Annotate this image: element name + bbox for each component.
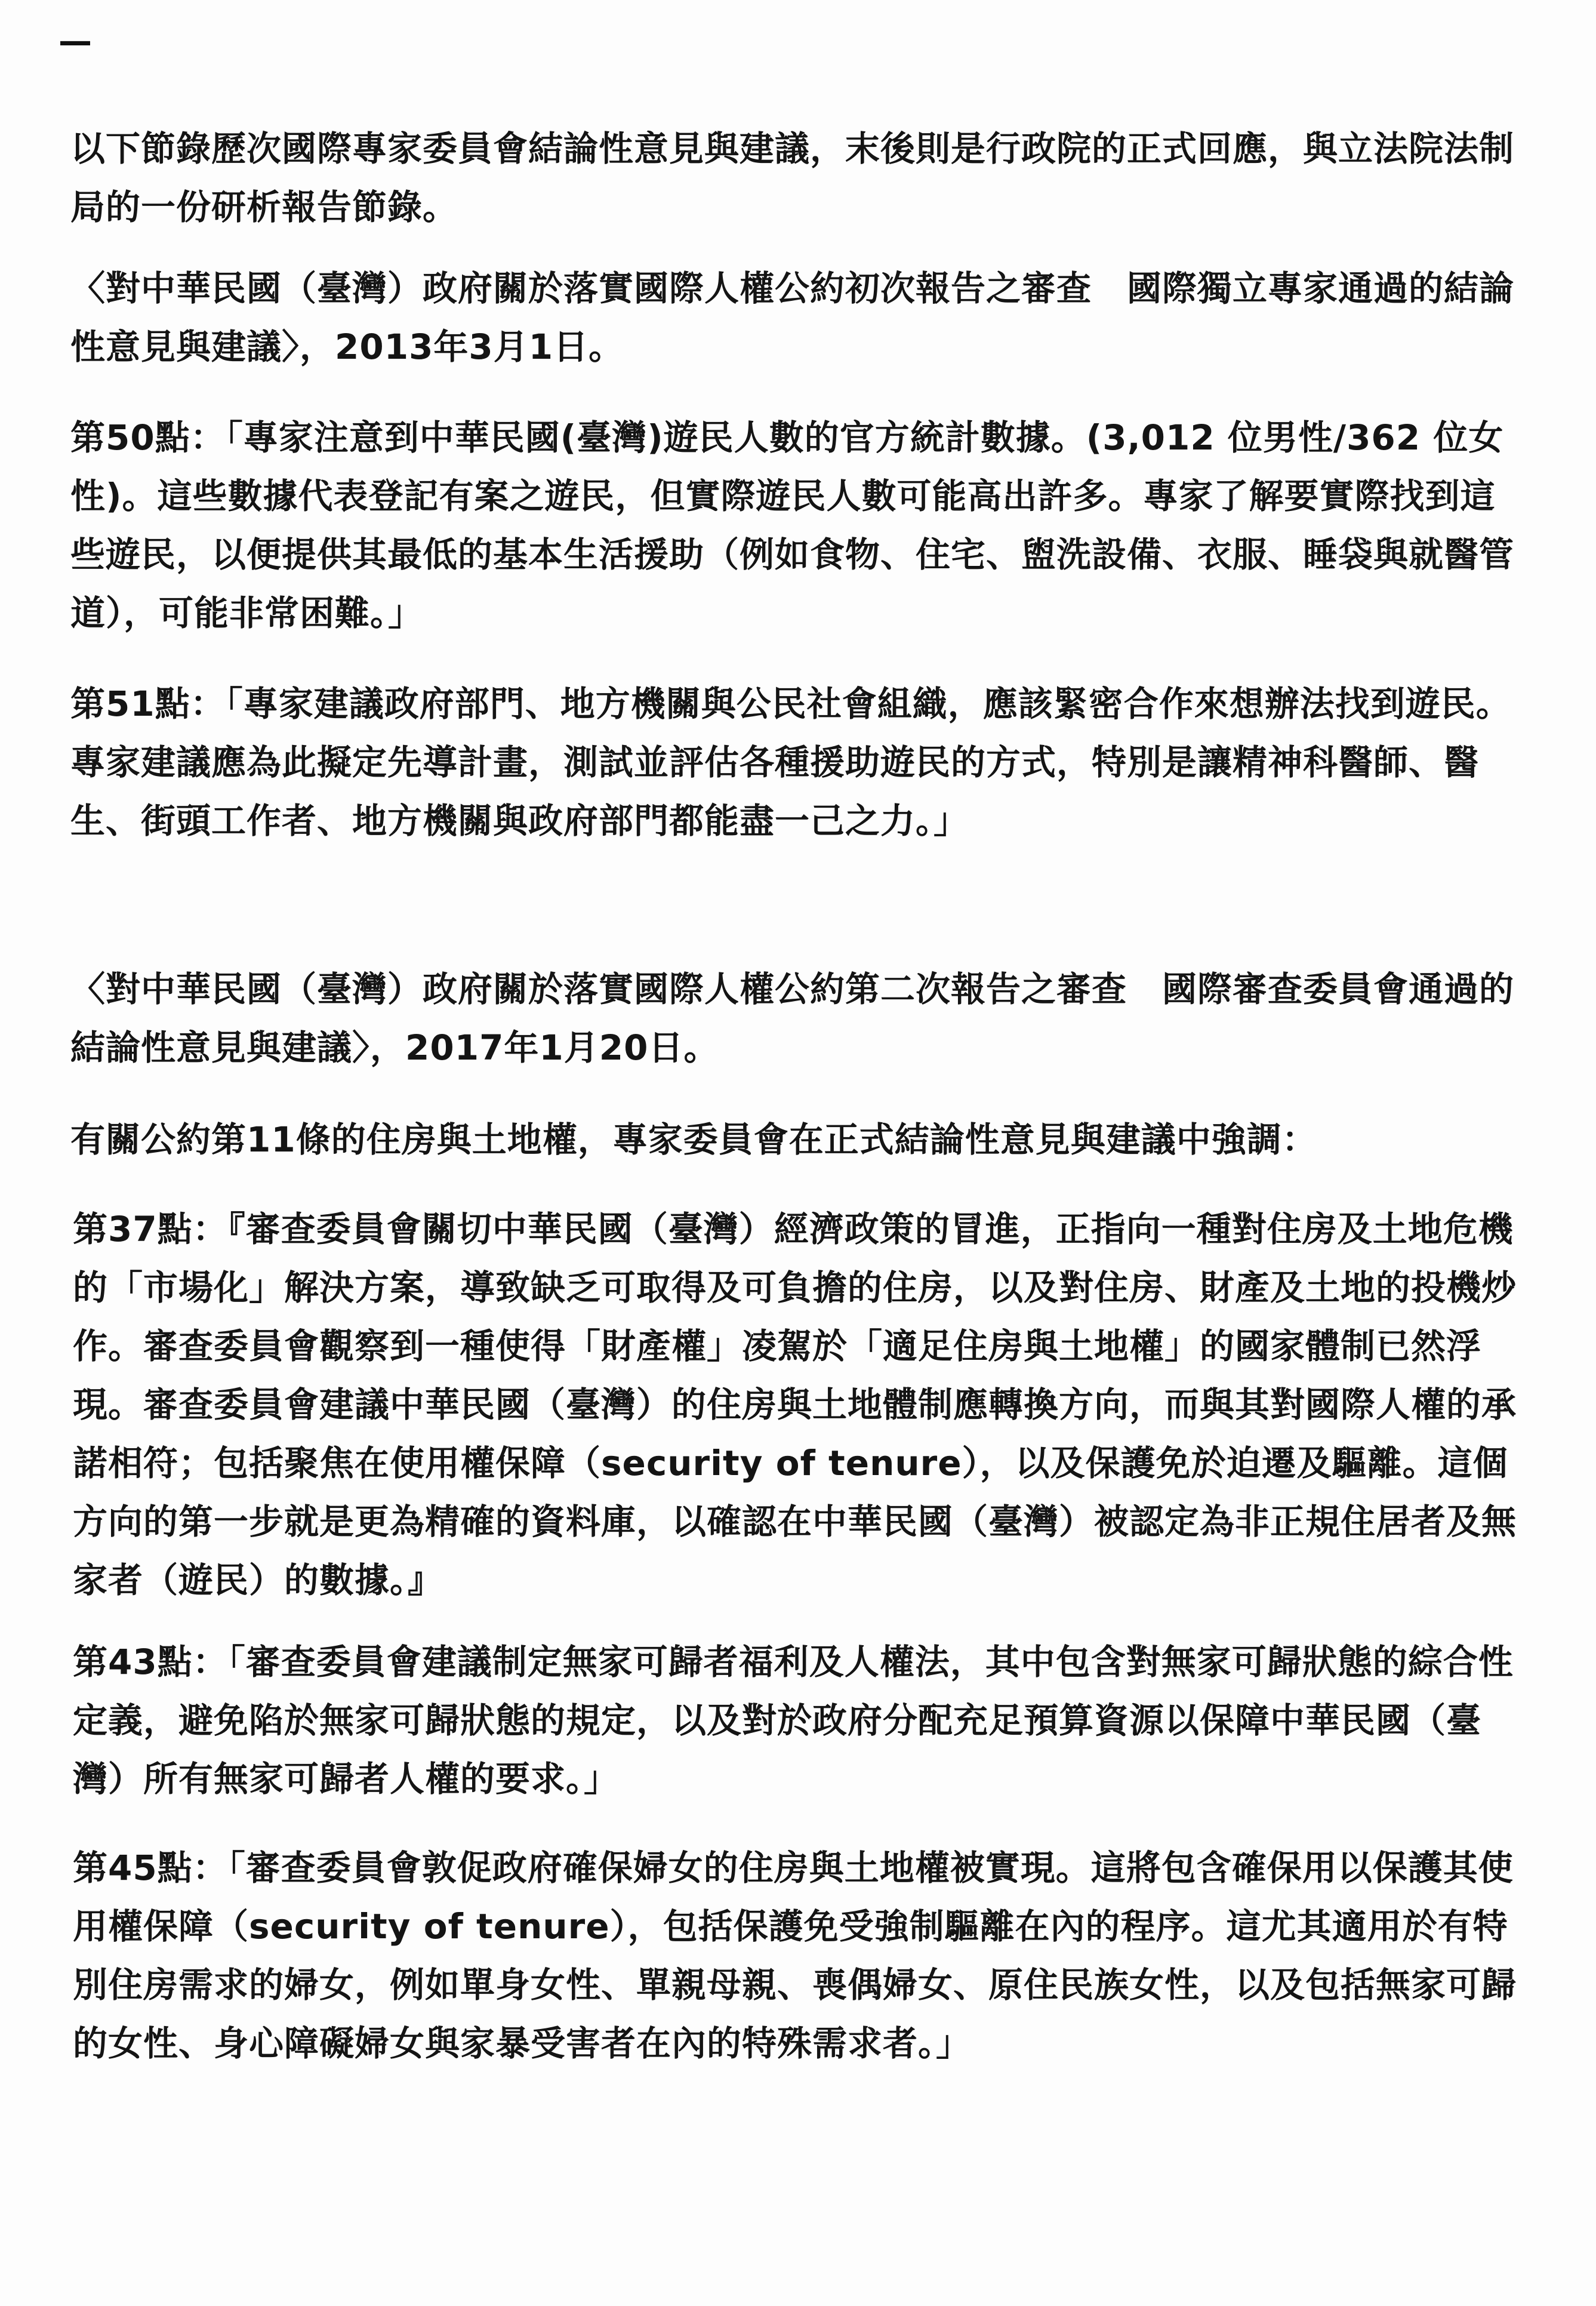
point-50-paragraph: 第50點：「專家注意到中華民國(臺灣)遊民人數的官方統計數據。(3,012 位男性/362 位女性)。這些數據代表登記有案之遊民，但實際遊民人數可能高出許多。專家了解要實際找到這些遊民，以便提供其最低的基本生活援助（例如食物、住宅、盥洗設備、衣服、睡袋與就醫管道），可能非常困難。」	[70, 417, 1515, 633]
point-45-paragraph: 第45點：「審查委員會敦促政府確保婦女的住房與土地權被實現。這將包含確保用以保護其使用權保障（security of tenure），包括保護免受強制驅離在內的程序。這尤其適用於有特別住房需求的婦女，例如單身女性、單親母親、喪偶婦女、原住民族女性，以及包括無家可歸的女性、身心障礙婦女與家暴受害者在內的特殊需求者。」	[73, 1848, 1517, 2064]
point-37-paragraph: 第37點：『審查委員會關切中華民國（臺灣）經濟政策的冒進，正指向一種對住房及土地危機的「市場化」解決方案，導致缺乏可取得及可負擔的住房，以及對住房、財產及土地的投機炒作。審查委員會觀察到一種使得「財產權」凌駕於「適足住房與土地權」的國家體制已然浮現。審查委員會建議中華民國（臺灣）的住房與土地體制應轉換方向，而與其對國際人權的承諾相符；包括聚焦在使用權保障（security of tenure），以及保護免於迫遷及驅離。這個方向的第一步就是更為精確的資料庫，以確認在中華民國（臺灣）被認定為非正規住居者及無家者（遊民）的數據。』	[73, 1209, 1517, 1600]
intro-paragraph: 以下節錄歷次國際專家委員會結論性意見與建議，末後則是行政院的正式回應，與立法院法制局的一份研析報告節錄。	[70, 128, 1515, 227]
heading-2017-review: 〈對中華民國（臺灣）政府關於落實國際人權公約第二次報告之審查 國際審查委員會通過的結論性意見與建議〉，2017年1月20日。	[70, 969, 1515, 1068]
point-51-paragraph: 第51點：「專家建議政府部門、地方機關與公民社會組織，應該緊密合作來想辦法找到遊民。專家建議應為此擬定先導計畫，測試並評估各種援助遊民的方式，特別是讓精神科醫師、醫生、街頭工作者、地方機關與政府部門都能盡一己之力。」	[70, 684, 1511, 841]
point-43-paragraph: 第43點：「審查委員會建議制定無家可歸者福利及人權法，其中包含對無家可歸狀態的綜合性定義，避免陷於無家可歸狀態的規定，以及對於政府分配充足預算資源以保障中華民國（臺灣）所有無家可歸者人權的要求。」	[73, 1642, 1514, 1799]
top-dash-mark: —	[58, 22, 92, 61]
heading-2013-review: 〈對中華民國（臺灣）政府關於落實國際人權公約初次報告之審查 國際獨立專家通過的結論性意見與建議〉，2013年3月1日。	[70, 268, 1515, 367]
article-11-intro: 有關公約第11條的住房與土地權，專家委員會在正式結論性意見與建議中強調：	[70, 1119, 1317, 1160]
